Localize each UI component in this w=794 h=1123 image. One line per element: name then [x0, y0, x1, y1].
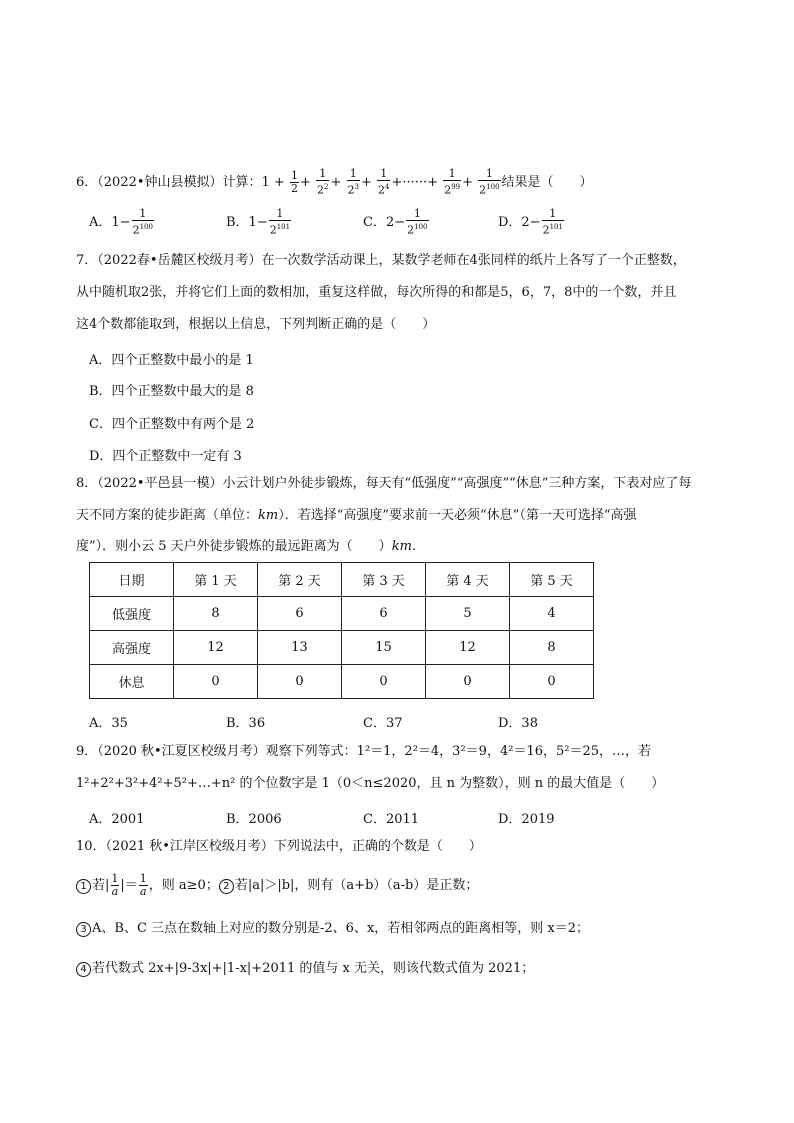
table-cell: 12 [174, 631, 258, 665]
table-cell: 0 [342, 665, 426, 699]
q9-line-1: 9．（2020 秋•江夏区校级月考）观察下列等式：1²＝1，2²＝4，3²＝9，4²＝16，5²＝25，…，若 [76, 744, 652, 759]
q8-unit: km [258, 508, 279, 523]
q6-option-c[interactable]: C．2− $\frac{1}{2^{100}}$ [363, 207, 428, 237]
q6-prefix: 6．（2022•钟山县模拟）计算：1 + [76, 174, 285, 190]
table-cell: 休息 [90, 665, 174, 699]
q7-line-2: 从中随机取2张，并将它们上面的数相加，重复这样做，每次所得的和都是5，6，7，8中的一个数，并且 [76, 285, 677, 300]
q6-suffix: 结果是（ ） [501, 174, 593, 190]
q6-option-b[interactable]: B．1− $\frac{1}{2^{101}}$ [226, 207, 291, 237]
table-row [90, 665, 594, 699]
table-header-cell: 日期 [90, 563, 174, 597]
circled-3: 3 [76, 922, 91, 937]
q6-option-a[interactable]: A．1− $\frac{1}{2^{100}}$ [89, 207, 153, 237]
table-header-row [90, 563, 594, 597]
q6-frac-6: $\frac{1}{2^{100}}$ [479, 167, 500, 197]
question-6: 6．（2022•钟山县模拟）计算：1 + $\frac{1}{2}$ + $\frac{1}{2^2}$ + $\frac{1}{2^3}$ + $\frac{1}{2^4}$ +······+ $\frac{1}{2^{99}}$ + $\frac{1}{2^{100}}$ 结果是（ ） [76, 167, 593, 197]
table-cell: 5 [426, 597, 510, 631]
q6-option-d[interactable]: D．2− $\frac{1}{2^{101}}$ [498, 207, 563, 237]
table-cell: 13 [258, 631, 342, 665]
table-header-cell: 第 2 天 [258, 563, 342, 597]
distance-table [89, 562, 594, 699]
q9-option-b[interactable]: B．2006 [226, 812, 282, 827]
q6-frac-1: $\frac{1}{2}$ [290, 168, 298, 195]
table-cell: 12 [426, 631, 510, 665]
table-header-cell: 第 4 天 [426, 563, 510, 597]
table-cell: 0 [258, 665, 342, 699]
table-cell: 8 [174, 597, 258, 631]
q7-option-b[interactable]: B．四个正整数中最大的是 8 [89, 384, 254, 399]
q8-option-c[interactable]: C．37 [363, 716, 403, 731]
table-cell: 6 [258, 597, 342, 631]
q10-stem: 10．（2021 秋•江岸区校级月考）下列说法中，正确的个数是（ ） [76, 839, 482, 854]
q7-line-1: 7．（2022春•岳麓区校级月考）在一次数学活动课上，某数学老师在4张同样的纸片上各写了一个正整数， [76, 253, 686, 268]
q6-frac-4: $\frac{1}{2^4}$ [378, 167, 390, 197]
table-cell: 4 [510, 597, 594, 631]
q7-option-d[interactable]: D．四个正整数中一定有 3 [89, 449, 242, 464]
q7-option-c[interactable]: C．四个正整数中有两个是 2 [89, 417, 255, 432]
table-cell: 0 [510, 665, 594, 699]
q8-option-b[interactable]: B．36 [226, 716, 266, 731]
q8-line-1: 8．（2022•平邑县一模）小云计划户外徒步锻炼，每天有“低强度”“高强度”“休息”三种方案，下表对应了每 [76, 476, 692, 491]
table-cell: 低强度 [90, 597, 174, 631]
q9-option-d[interactable]: D．2019 [498, 812, 555, 827]
table-cell: 6 [342, 597, 426, 631]
q8-option-d[interactable]: D．38 [498, 716, 538, 731]
table-header-cell: 第 1 天 [174, 563, 258, 597]
q9-option-a[interactable]: A．2001 [89, 812, 145, 827]
q8-option-a[interactable]: A．35 [89, 716, 128, 731]
table-cell: 0 [174, 665, 258, 699]
circled-2: 2 [219, 879, 234, 894]
q7-option-a[interactable]: A．四个正整数中最小的是 1 [89, 353, 254, 368]
q10-items-1-2: 1 若| $\frac{1}{a}$ |＝ $\frac{1}{a}$ ，则 a≥0； 2 若|a|＞|b|，则有（a+b）（a-b）是正数； [76, 873, 726, 898]
table-header-cell: 第 5 天 [510, 563, 594, 597]
q7-line-3: 这4个数都能取到，根据以上信息，下列判断正确的是（ ） [76, 317, 436, 332]
q10-item-3: 3 A、B、C 三点在数轴上对应的数分别是-2、6、x，若相邻两点的距离相等，则 x＝2； [76, 921, 726, 937]
q8-line-2: 天不同方案的徒步距离（单位：km）．若选择“高强度”要求前一天必须“休息”（第一天可选择“高强 [76, 508, 637, 523]
table-row [90, 597, 594, 631]
q6-frac-2: $\frac{1}{2^2}$ [317, 167, 329, 197]
q9-line-2: 1²+2²+3²+4²+5²+…+n² 的个位数字是 1（0＜n≤2020，且 n 为整数），则 n 的最大值是（ ） [76, 776, 665, 791]
table-cell: 高强度 [90, 631, 174, 665]
circled-4: 4 [76, 962, 91, 977]
q6-frac-3: $\frac{1}{2^3}$ [347, 167, 359, 197]
q6-ellipsis: +······+ [391, 174, 439, 190]
table-row [90, 631, 594, 665]
q9-option-c[interactable]: C．2011 [363, 812, 420, 827]
table-cell: 8 [510, 631, 594, 665]
table-cell: 15 [342, 631, 426, 665]
circled-1: 1 [76, 879, 91, 894]
table-cell: 0 [426, 665, 510, 699]
q6-frac-5: $\frac{1}{2^{99}}$ [444, 167, 461, 197]
q10-item-4: 4 若代数式 2x+|9-3x|+|1-x|+2011 的值与 x 无关，则该代数式值为 2021； [76, 961, 726, 977]
table-header-cell: 第 3 天 [342, 563, 426, 597]
q8-line-3: 度”）．则小云 5 天户外徒步锻炼的最远距离为（ ）km. [76, 539, 417, 554]
